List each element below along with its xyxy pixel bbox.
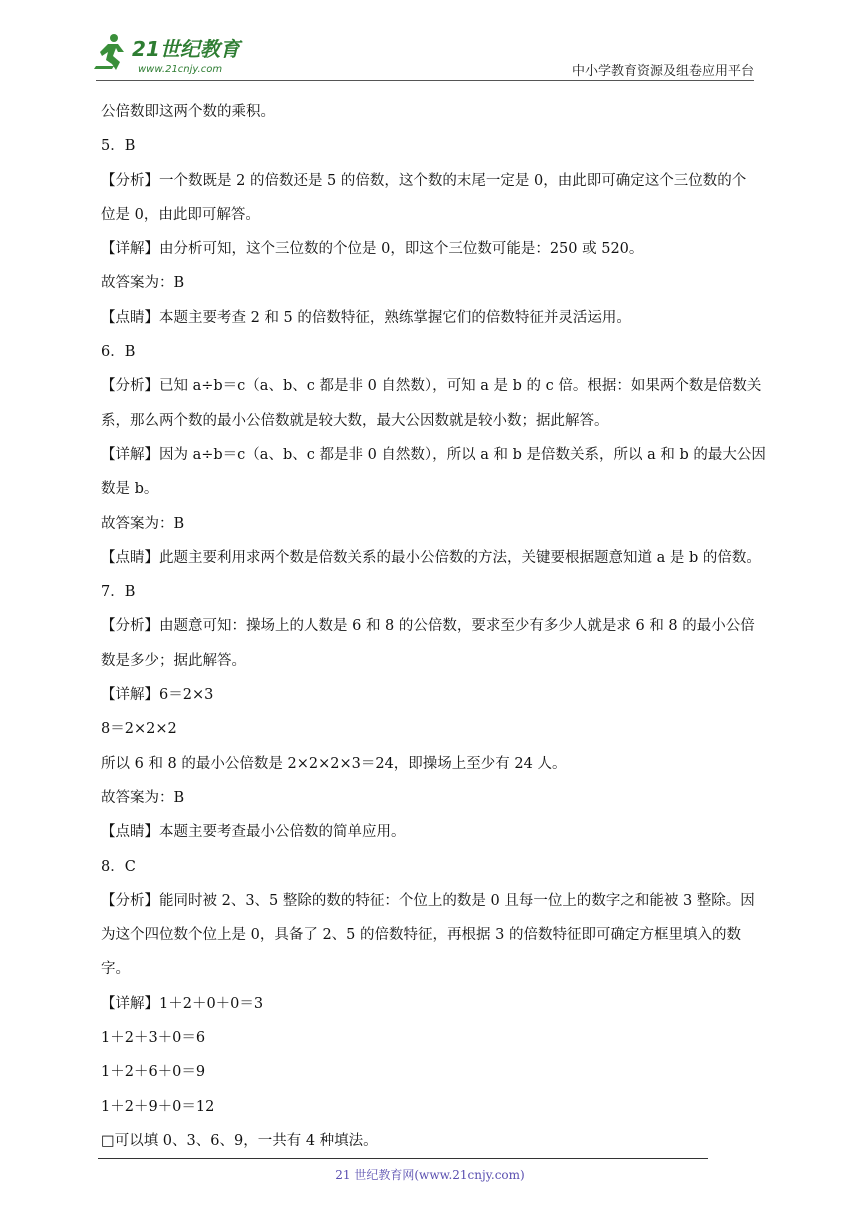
detail-line: 【详解】由分析可知，这个三位数的个位是 0，即这个三位数可能是：250 或 520。 <box>101 241 644 258</box>
header-divider <box>96 80 754 81</box>
analysis-line: 为这个四位数个位上是 0，具备了 2、5 的倍数特征，再根据 3 的倍数特征即可确定方框里填入的数 <box>101 927 741 944</box>
answer-line: 故答案为：B <box>101 275 185 292</box>
analysis-line: 【分析】已知 a÷b＝c（a、b、c 都是非 0 自然数），可知 a 是 b 的 c 倍。根据：如果两个数是倍数关 <box>101 378 762 395</box>
detail-line: □可以填 0、3、6、9，一共有 4 种填法。 <box>101 1132 378 1149</box>
footer-text: 21 世纪教育网(www.21cnjy.com) <box>335 1168 525 1182</box>
footer-divider <box>98 1158 708 1159</box>
analysis-line: 数是多少；据此解答。 <box>101 652 246 669</box>
comment-line: 【点睛】本题主要考查最小公倍数的简单应用。 <box>101 824 406 841</box>
answer-content <box>101 102 766 1165</box>
analysis-line: 【分析】由题意可知：操场上的人数是 6 和 8 的公倍数，要求至少有多少人就是求 6 和 8 的最小公倍 <box>101 618 755 635</box>
detail-line: 数是 b。 <box>101 481 159 498</box>
answer-number: 8．C <box>101 858 136 875</box>
answer-number: 7．B <box>101 584 136 601</box>
page-header <box>0 0 860 90</box>
detail-line: 1＋2＋6＋0＝9 <box>101 1064 206 1081</box>
detail-line: 【详解】因为 a÷b＝c（a、b、c 都是非 0 自然数），所以 a 和 b 是倍数关系，所以 a 和 b 的最大公因 <box>101 446 766 463</box>
answer-line: 故答案为：B <box>101 789 185 806</box>
comment-line: 【点睛】此题主要利用求两个数是倍数关系的最小公倍数的方法，关键要根据题意知道 a 是 b 的倍数。 <box>101 549 761 566</box>
answer-number: 6．B <box>101 344 136 361</box>
answer-line: 故答案为：B <box>101 515 185 532</box>
analysis-line: 系，那么两个数的最小公倍数就是较大数，最大公因数就是较小数；据此解答。 <box>101 412 609 429</box>
detail-line: 1＋2＋3＋0＝6 <box>101 1030 206 1047</box>
analysis-line: 位是 0，由此即可解答。 <box>101 206 260 223</box>
analysis-line: 字。 <box>101 961 130 978</box>
comment-line: 【点睛】本题主要考查 2 和 5 的倍数特征，熟练掌握它们的倍数特征并灵活运用。 <box>101 309 631 326</box>
analysis-line: 【分析】能同时被 2、3、5 整除的数的特征：个位上的数是 0 且每一位上的数字之和能被 3 整除。因 <box>101 892 755 909</box>
analysis-line: 【分析】一个数既是 2 的倍数还是 5 的倍数，这个数的末尾一定是 0，由此即可确定这个三位数的个 <box>101 172 747 189</box>
detail-line: 1＋2＋9＋0＝12 <box>101 1098 215 1115</box>
text-line: 公倍数即这两个数的乘积。 <box>101 104 275 120</box>
logo-url: www.21cnjy.com <box>138 64 223 75</box>
detail-line: 所以 6 和 8 的最小公倍数是 2×2×2×3＝24，即操场上至少有 24 人。 <box>101 755 567 772</box>
logo-text: 21世纪教育 <box>132 37 240 61</box>
detail-line: 【详解】1＋2＋0＋0＝3 <box>101 995 264 1012</box>
21cnjy-logo <box>94 30 264 78</box>
detail-line: 8＝2×2×2 <box>101 721 177 738</box>
detail-line: 【详解】6＝2×3 <box>101 687 214 704</box>
answer-number: 5．B <box>101 138 136 155</box>
header-platform-text: 中小学教育资源及组卷应用平台 <box>571 64 754 79</box>
